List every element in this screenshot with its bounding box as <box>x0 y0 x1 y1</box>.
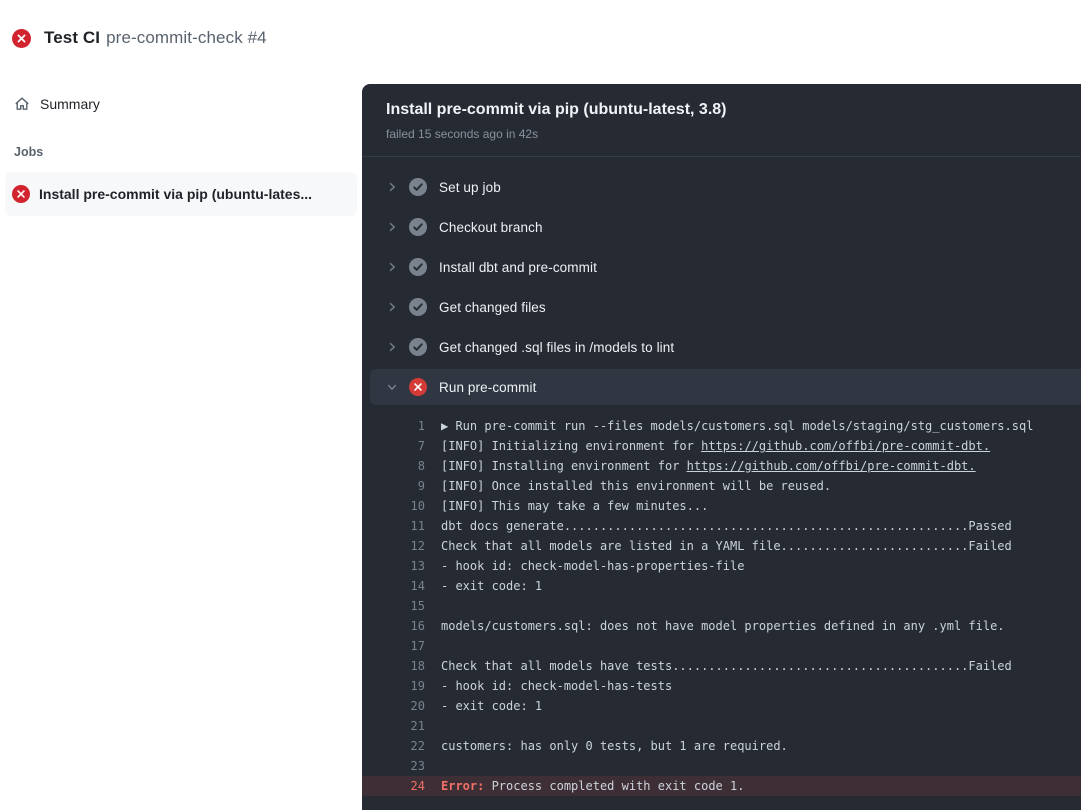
sidebar <box>0 84 362 216</box>
log-line-number[interactable]: 22 <box>410 739 425 753</box>
log-line <box>362 656 1081 676</box>
chevron-down-icon <box>386 381 398 393</box>
log-line <box>362 776 1081 796</box>
job-panel-header <box>362 84 1081 157</box>
log-line-number[interactable]: 18 <box>410 659 425 673</box>
log-line-number[interactable]: 8 <box>417 459 425 473</box>
log-line-text <box>425 556 744 576</box>
log-segment: Error: <box>441 779 492 793</box>
log-line-number[interactable]: 21 <box>410 719 425 733</box>
job-panel-title: Install pre-commit via pip (ubuntu-latest, 3.8) <box>386 101 727 118</box>
check-circle-icon <box>409 218 427 236</box>
log-segment: - exit code: 1 <box>441 579 543 593</box>
log-segment: Check that all models are listed in a YAML file..........................Failed <box>441 539 1012 553</box>
log-segment: [INFO] Installing environment for <box>441 459 687 473</box>
step-row[interactable] <box>362 207 1081 247</box>
log-segment: dbt docs generate........................................................Passed <box>441 519 1012 533</box>
log-line-text <box>425 776 744 796</box>
log-segment: [INFO] This may take a few minutes... <box>441 499 709 513</box>
summary-label: Summary <box>40 96 100 112</box>
log-line-text <box>425 576 542 596</box>
step-label: Set up job <box>439 179 501 195</box>
log-segment: - hook id: check-model-has-tests <box>441 679 673 693</box>
workflow-run-header <box>12 28 267 48</box>
step-label: Install dbt and pre-commit <box>439 259 597 275</box>
log-line <box>362 456 1081 476</box>
log-line-text <box>425 736 788 756</box>
step-row[interactable] <box>362 287 1081 327</box>
log-line <box>362 516 1081 536</box>
log-segment: Check that all models have tests.........................................Failed <box>441 659 1012 673</box>
log-line <box>362 476 1081 496</box>
chevron-right-icon <box>386 341 398 353</box>
jobs-heading: Jobs <box>14 145 44 159</box>
log-line <box>362 616 1081 636</box>
log-segment: models/customers.sql: does not have model properties defined in any .yml file. <box>441 619 1005 633</box>
log-segment: - exit code: 1 <box>441 699 543 713</box>
check-circle-icon <box>409 298 427 316</box>
log-segment: [INFO] Initializing environment for <box>441 439 702 453</box>
log-line-number[interactable]: 15 <box>410 599 425 613</box>
check-circle-icon <box>409 338 427 356</box>
log-line <box>362 596 1081 616</box>
log-line-number[interactable]: 16 <box>410 619 425 633</box>
log-line-number[interactable]: 13 <box>410 559 425 573</box>
log-line-text <box>425 616 1005 636</box>
log-line-text <box>425 456 976 476</box>
log-line <box>362 676 1081 696</box>
step-label: Run pre-commit <box>439 379 537 395</box>
step-row[interactable] <box>362 167 1081 207</box>
log-link[interactable]: https://github.com/offbi/pre-commit-dbt. <box>701 439 991 453</box>
log-line-text <box>425 476 831 496</box>
log-line-text <box>425 596 441 616</box>
log-line-text <box>425 696 542 716</box>
log-line <box>362 716 1081 736</box>
log-segment: ▶ Run pre-commit run --files models/customers.sql models/staging/stg_customers.sql <box>441 419 1034 433</box>
log-line-text <box>425 716 441 736</box>
log-line-text <box>425 416 1033 436</box>
step-row[interactable] <box>370 369 1081 405</box>
log-segment: Process completed with exit code 1. <box>491 779 745 793</box>
sidebar-item-summary[interactable] <box>14 95 362 113</box>
log-line-number[interactable]: 19 <box>410 679 425 693</box>
log-line-number[interactable]: 11 <box>410 519 425 533</box>
log-line-number[interactable]: 7 <box>417 439 425 453</box>
workflow-name: Test CI <box>44 28 101 47</box>
step-label: Get changed .sql files in /models to lint <box>439 339 675 355</box>
log-line-text <box>425 516 1012 536</box>
log-line-number[interactable]: 9 <box>417 479 425 493</box>
log-line-number[interactable]: 24 <box>410 779 425 793</box>
log-line-text <box>425 756 441 776</box>
step-label: Checkout branch <box>439 219 543 235</box>
log-line <box>362 536 1081 556</box>
log-link[interactable]: https://github.com/offbi/pre-commit-dbt. <box>686 459 976 473</box>
log-output <box>362 407 1081 796</box>
home-icon <box>14 96 30 112</box>
chevron-right-icon <box>386 221 398 233</box>
log-line-number[interactable]: 1 <box>417 419 425 433</box>
log-line <box>362 736 1081 756</box>
job-label: Install pre-commit via pip (ubuntu-lates... <box>39 186 313 202</box>
run-title <box>44 28 267 48</box>
chevron-right-icon <box>386 181 398 193</box>
x-circle-icon <box>409 378 427 396</box>
step-row[interactable] <box>362 247 1081 287</box>
run-name: pre-commit-check #4 <box>106 28 267 47</box>
log-line <box>362 436 1081 456</box>
log-line <box>362 556 1081 576</box>
log-line-number[interactable]: 23 <box>410 759 425 773</box>
log-line <box>362 576 1081 596</box>
sidebar-job-item[interactable] <box>5 172 357 216</box>
check-circle-icon <box>409 258 427 276</box>
log-line-number[interactable]: 14 <box>410 579 425 593</box>
log-line-text <box>425 436 990 456</box>
step-label: Get changed files <box>439 299 546 315</box>
job-failed-status-icon <box>12 185 30 203</box>
log-line-text <box>425 676 672 696</box>
job-log-panel <box>362 84 1081 810</box>
log-segment: customers: has only 0 tests, but 1 are required. <box>441 739 788 753</box>
log-line <box>362 416 1081 436</box>
log-line <box>362 756 1081 776</box>
log-line-text <box>425 656 1012 676</box>
log-line-number[interactable]: 20 <box>410 699 425 713</box>
log-segment: - hook id: check-model-has-properties-file <box>441 559 745 573</box>
log-line-number[interactable]: 12 <box>410 539 425 553</box>
log-line <box>362 636 1081 656</box>
log-line <box>362 696 1081 716</box>
log-line <box>362 496 1081 516</box>
log-line-text <box>425 536 1012 556</box>
chevron-right-icon <box>386 261 398 273</box>
chevron-right-icon <box>386 301 398 313</box>
steps-list <box>362 157 1081 405</box>
log-line-number[interactable]: 17 <box>410 639 425 653</box>
log-line-text <box>425 496 708 516</box>
log-line-text <box>425 636 441 656</box>
step-row[interactable] <box>362 327 1081 367</box>
check-circle-icon <box>409 178 427 196</box>
log-segment: [INFO] Once installed this environment will be reused. <box>441 479 832 493</box>
run-failed-status-icon <box>12 29 31 48</box>
log-line-number[interactable]: 10 <box>410 499 425 513</box>
job-panel-status-line: failed 15 seconds ago in 42s <box>386 127 539 141</box>
